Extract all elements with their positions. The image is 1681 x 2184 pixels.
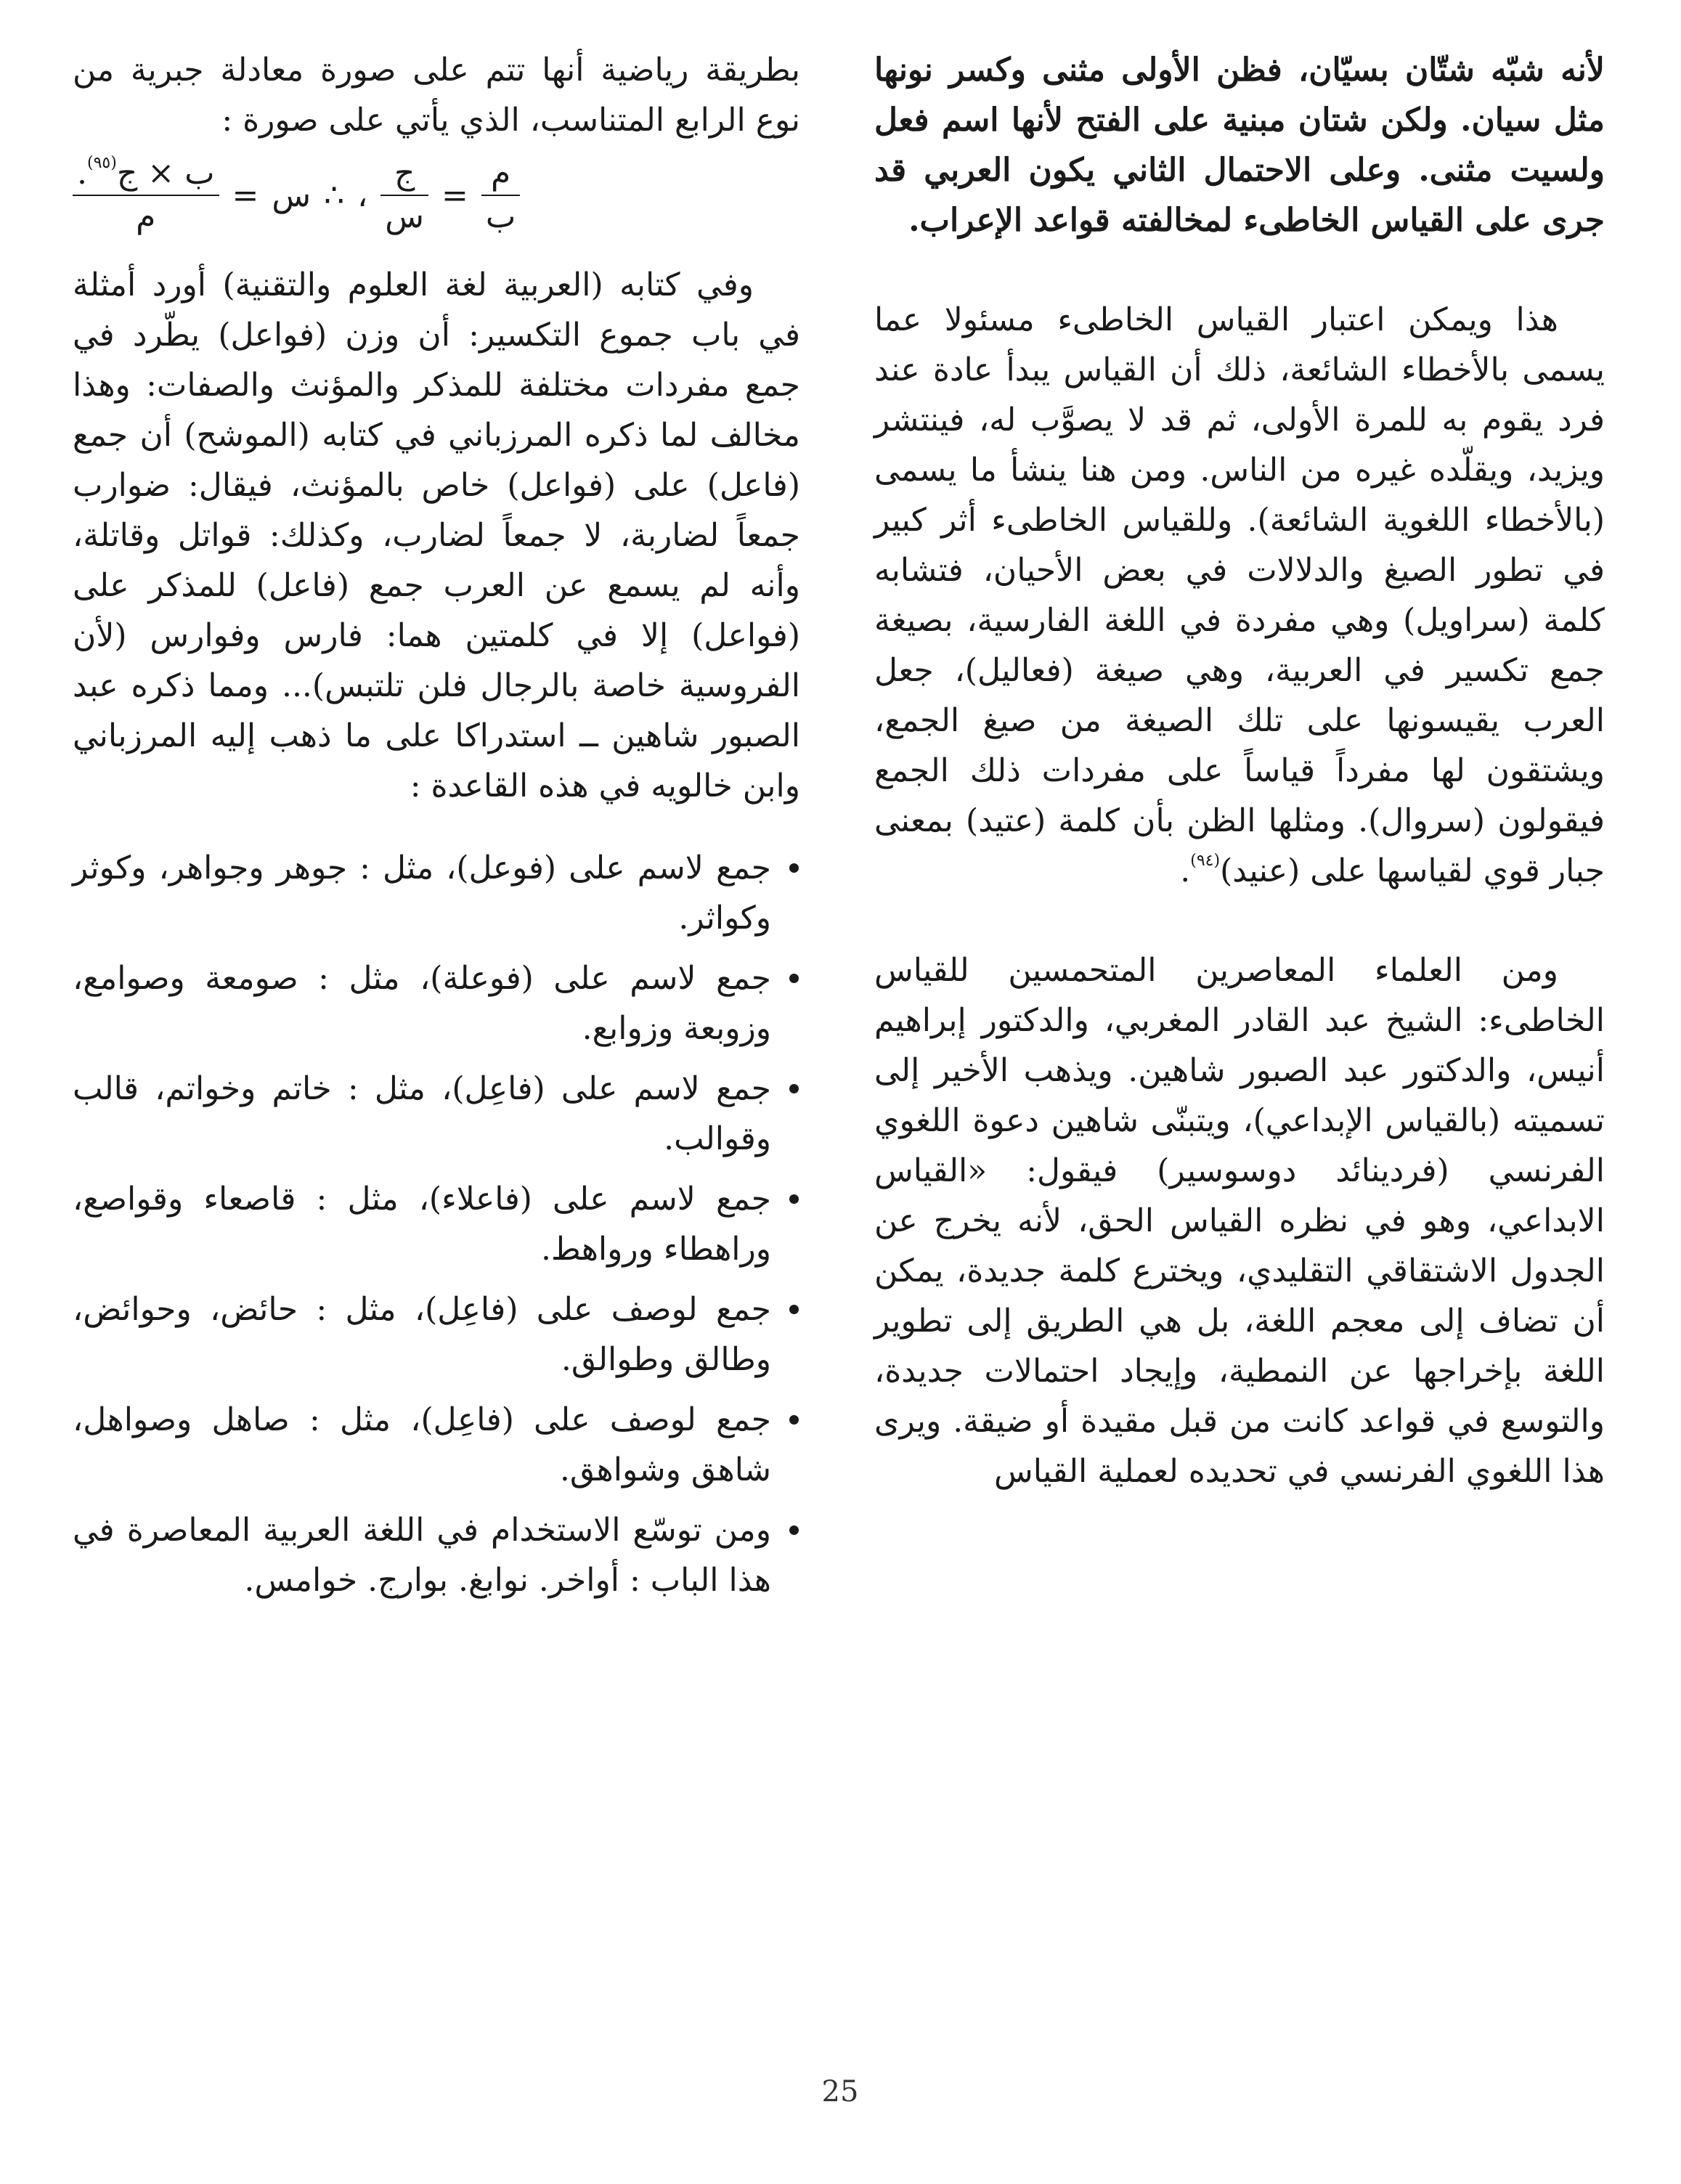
fraction-m-over-b	[481, 155, 520, 236]
fraction-bar	[380, 195, 428, 196]
paragraph-right-2: هذا ويمكن اعتبار القياس الخاطىء مسئولا عما يسمى بالأخطاء الشائعة، ذلك أن القياس يبدأ عادة عند فرد يقوم به للمرة الأولى، ثم قد لا يصوَّب له، فينتشر ويزيد، ويقلّده غيره من الناس. ومن هنا ينشأ ما يسمى (بالأخطاء اللغوية الشائعة). وللقياس الخاطىء أثر كبير في تطور الصيغ والدلالات في بعض الأحيان، فتشابه كلمة (سراويل) وهي مفردة في اللغة الفارسية، بصيغة جمع تكسير في العربية، وهي صيغة (فعاليل)، جعل العرب يقيسونها على تلك الصيغة من صيغ الجمع، ويشتقون لها مفرداً قياساً على مفردات ذلك الجمع فيقولون (سروال). ومثلها الظن بأن كلمة (عتيد) بمعنى جبار قوي لقياسها على (عنيد)$^{(٩٤)}$.	[874, 301, 1605, 889]
fraction-denominator: س	[385, 198, 425, 235]
comma-separator: ،	[357, 176, 368, 214]
fraction-bar	[73, 195, 219, 196]
variable-s: س	[272, 176, 312, 214]
list-item-text: جمع لاسم على (فوعل)، مثل : جوهر وجواهر، وكوثر وكواثر.	[73, 849, 771, 937]
list-item-text: جمع لاسم على (فاعلاء)، مثل : قاصعاء وقواصع، وراهطاء ورواهط.	[73, 1181, 771, 1268]
bullet-icon	[789, 1415, 799, 1425]
paragraph-right-3: ومن العلماء المعاصرين المتحمسين للقياس الخاطىء: الشيخ عبد القادر المغربي، والدكتور إبراهيم أنيس، والدكتور عبد الصبور شاهين. ويذهب الأخير إلى تسميته (بالقياس الإبداعي)، ويتبنّى شاهين دعوة اللغوي الفرنسي (فردينائد دوسوسير) فيقول: «القياس الابداعي، وهو في نظره القياس الحق، لأنه يخرج عن الجدول الاشتقاقي التقليدي، ويخترع كلمة جديدة، يمكن أن تضاف إلى معجم اللغة، بل هي الطريق إلى تطوير اللغة بإخراجها عن النمطية، وإيجاد احتمالات جديدة، والتوسع في قواعد كانت من قبل مقيدة أو ضيقة. ويرى هذا اللغوي الفرنسي في تحديده لعملية القياس	[874, 952, 1605, 1490]
list-item	[73, 1064, 800, 1164]
list-item-text: جمع لاسم على (فوعلة)، مثل : صومعة وصوامع، وزوبعة وزوابع.	[73, 960, 771, 1047]
fraction-bar	[481, 195, 520, 196]
equals-sign: =	[441, 176, 468, 214]
list-item	[73, 1174, 800, 1274]
fraction-bj-over-m	[73, 155, 219, 236]
bullet-icon	[789, 1525, 799, 1535]
list-item-text: جمع لوصف على (فاعِل)، مثل : صاهل وصواهل، شاهق وشواهق.	[73, 1401, 771, 1488]
bullet-icon	[789, 1084, 799, 1093]
plural-patterns-list	[73, 843, 800, 1605]
list-item	[73, 1284, 800, 1385]
right-column	[874, 45, 1605, 1496]
fraction-numerator: م	[490, 155, 511, 192]
list-item	[73, 843, 800, 943]
bullet-icon	[789, 1194, 799, 1204]
left-column	[73, 45, 800, 1615]
footnote-marker-95: (٩٥)	[87, 154, 117, 172]
list-item	[73, 953, 800, 1054]
proportion-formula	[73, 145, 800, 245]
paragraph-right-2-text: هذا ويمكن اعتبار القياس الخاطىء مسئولا عما يسمى بالأخطاء الشائعة، ذلك أن القياس يبدأ عادة عند فرد يقوم به للمرة الأولى، ثم قد لا يصوَّب له، فينتشر ويزيد، ويقلّده غيره من الناس. ومن هنا ينشأ ما يسمى (بالأخطاء اللغوية الشائعة). وللقياس الخاطىء أثر كبير في تطور الصيغ والدلالات في بعض الأحيان، فتشابه كلمة (سراويل) وهي مفردة في اللغة الفارسية، بصيغة جمع تكسير في العربية، وهي صيغة (فعاليل)، جعل العرب يقيسونها على تلك الصيغة من صيغ الجمع، ويشتقون لها مفرداً قياساً على مفردات ذلك الجمع فيقولون (سروال). ومثلها الظن بأن كلمة (عتيد) بمعنى جبار قوي لقياسها على (عنيد)	[874, 301, 1605, 889]
list-item-text: جمع لوصف على (فاعِل)، مثل : حائض، وحوائض، وطالق وطوالق.	[73, 1291, 771, 1378]
numerator-text: ب × ج	[116, 155, 215, 192]
paragraph-left-2: وفي كتابه (العربية لغة العلوم والتقنية) أورد أمثلة في باب جموع التكسير: أن وزن (فواعل) يطّرد في جمع مفردات مختلفة للمذكر والمؤنث والصفات: وهذا مخالف لما ذكره المرزباني في كتابه (الموشح) أن جمع (فاعل) على (فواعل) خاص بالمؤنث، فيقال: ضوارب جمعاً لضاربة، لا جمعاً لضارب، وكذلك: قواتل وقاتلة، وأنه لم يسمع عن العرب جمع (فاعل) للمذكر على (فواعل) إلا في كلمتين هما: فارس وفوارس (لأن الفروسية خاصة بالرجال فلن تلتبس)... ومما ذكره عبد الصبور شاهين ــ استدراكا على ما ذهب إليه المرزباني وابن خالويه في هذه القاعدة :	[73, 266, 800, 804]
therefore-symbol: ∴	[324, 176, 345, 214]
equals-sign: =	[232, 176, 259, 214]
fraction-denominator: م	[136, 198, 156, 235]
footnote-marker-94: (٩٤)	[1190, 852, 1221, 870]
fraction-numerator: ج	[394, 155, 415, 192]
page-number: 25	[821, 2075, 859, 2108]
bullet-icon	[789, 974, 799, 983]
fraction-denominator: ب	[485, 198, 516, 235]
bullet-icon	[789, 1305, 799, 1314]
list-item	[73, 1395, 800, 1495]
bullet-icon	[789, 863, 799, 873]
formula-end-dot: .	[77, 155, 87, 192]
list-item-text: ومن توسّع الاستخدام في اللغة العربية المعاصرة في هذا الباب : أواخر. نوابغ. بوارج. خوامس.	[73, 1512, 771, 1599]
list-item	[73, 1505, 800, 1605]
fraction-numerator	[73, 155, 219, 192]
paragraph-right-1: لأنه شبّه شتّان بسيّان، فظن الأولى مثنى وكسر نونها مثل سيان. ولكن شتان مبنية على الفتح لأنها اسم فعل ولسيت مثنى. وعلى الاحتمال الثاني يكون العربي قد جرى على القياس الخاطىء لمخالفته قواعد الإعراب.	[874, 52, 1605, 239]
list-item-text: جمع لاسم على (فاعِل)، مثل : خاتم وخواتم، قالب وقوالب.	[73, 1070, 771, 1157]
fraction-j-over-s	[380, 155, 428, 236]
paragraph-left-1: بطريقة رياضية أنها تتم على صورة معادلة جبرية من نوع الرابع المتناسب، الذي يأتي على صورة :	[73, 52, 800, 139]
